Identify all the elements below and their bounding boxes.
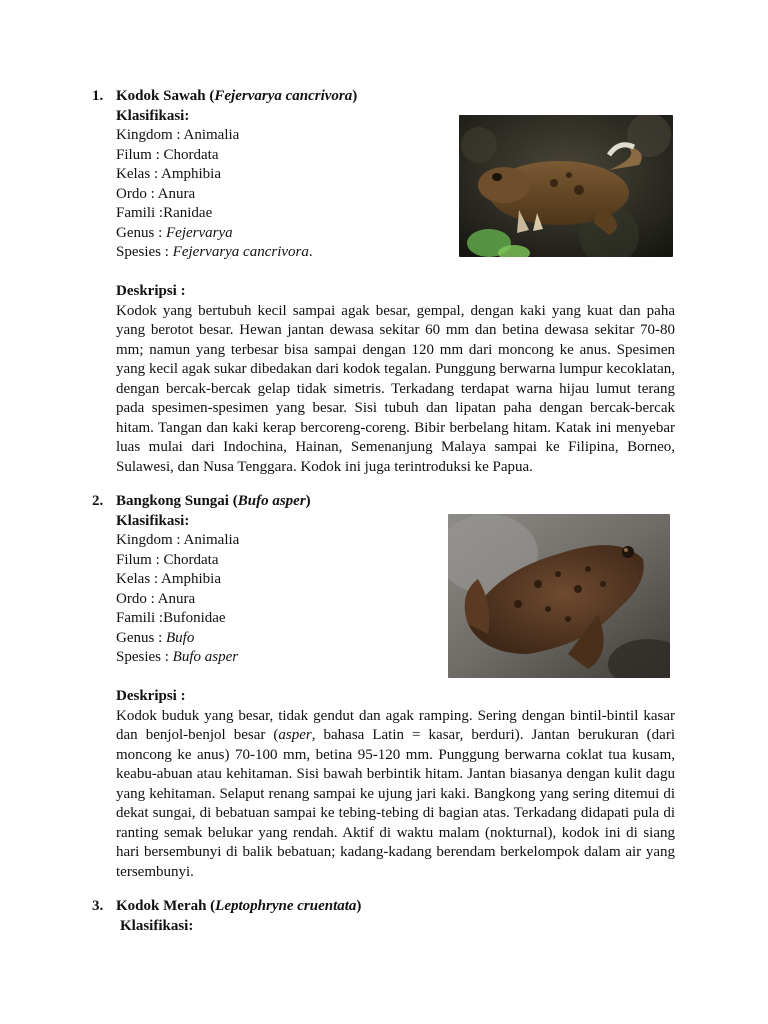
filum-line: Filum : Chordata <box>116 146 219 163</box>
famili-line: Famili :Bufonidae <box>116 610 226 626</box>
toad-photo <box>448 514 670 678</box>
filum-line: Filum : Chordata <box>116 551 219 568</box>
ordo-line: Ordo : Anura <box>116 590 196 607</box>
entry-number: 3. <box>92 898 104 914</box>
spesies-line: Spesies : Fejervarya cancrivora. <box>116 244 313 260</box>
kelas-line: Kelas : Amphibia <box>116 166 221 182</box>
description-text: Kodok buduk yang besar, tidak gendut dan agak ramping. Sering dengan bintil-bintil kasar dan benjol-benjol besar (asper, bahasa Latin = kasar, berduri). Jantan berukuran (dari moncong ke anus) 70-100 mm, betina 95-120 mm. Punggung berwarna coklat tua kusam, keabu-abuan atau kehitaman. Sisi bawah berbintik hitam. Jantan biasanya dengan kulit dagu yang kehitaman. Selaput renang sampai ke ujung jari kaki. Bangkong yang sering ditemui di dekat sungai, di bebatuan sampai ke tebing-tebing di bagian atas. Terkadang didapati pula di ranting semak belukar yang rendah. Aktif di waktu malam (nokturnal), kodok ini di siang hari bersembunyi di balik bebatuan; kadang-kadang berendam berkelompok dalam air yang tersembunyi. <box>116 707 675 880</box>
description-label: Deskripsi : <box>116 688 186 704</box>
entry-number: 1. <box>92 88 104 104</box>
kingdom-line: Kingdom : Animalia <box>116 532 240 548</box>
entry-title: Bangkong Sungai (Bufo asper) <box>116 493 311 509</box>
entry-number: 2. <box>92 493 104 509</box>
classification-label: Klasifikasi: <box>120 917 194 934</box>
spesies-line: Spesies : Bufo asper <box>116 649 239 665</box>
classification-label: Klasifikasi: <box>116 512 190 529</box>
description-label: Deskripsi : <box>116 283 186 299</box>
classification-label: Klasifikasi: <box>116 107 190 124</box>
famili-line: Famili :Ranidae <box>116 205 213 221</box>
frog-photo <box>459 115 673 257</box>
ordo-line: Ordo : Anura <box>116 185 196 202</box>
genus-line: Genus : Bufo <box>116 629 195 646</box>
entry-title: Kodok Merah (Leptophryne cruentata) <box>116 898 362 914</box>
description-text: Kodok yang bertubuh kecil sampai agak besar, gempal, dengan kaki yang kuat dan paha yang berotot besar. Hewan jantan dewasa sekitar 60 mm dan betina dewasa sekitar 70-80 mm; namun yang terbesar bisa sampai dengan 120 mm dari moncong ke anus. Spesimen yang kecil agak sukar dibedakan dari kodok tegalan. Punggung berwarna lumpur kecoklatan, dengan bercak-bercak gelap tidak simetris. Terkadang terdapat warna hijau lumut terang pada spesimen-spesimen yang besar. Sisi tubuh dan lipatan paha dengan bercak-bercak hitam. Tangan dan kaki kerap bercoreng-coreng. Bibir berbelang hitam. Katak ini menyebar luas mulai dari Indochina, Hainan, Semenanjung Malaya sampai ke Filipina, Borneo, Sulawesi, dan Nusa Tenggara. Kodok ini juga terintroduksi ke Papua. <box>116 302 675 475</box>
kingdom-line: Kingdom : Animalia <box>116 127 240 143</box>
kelas-line: Kelas : Amphibia <box>116 571 221 587</box>
genus-line: Genus : Fejervarya <box>116 224 233 241</box>
entry-title: Kodok Sawah (Fejervarya cancrivora) <box>116 88 358 104</box>
